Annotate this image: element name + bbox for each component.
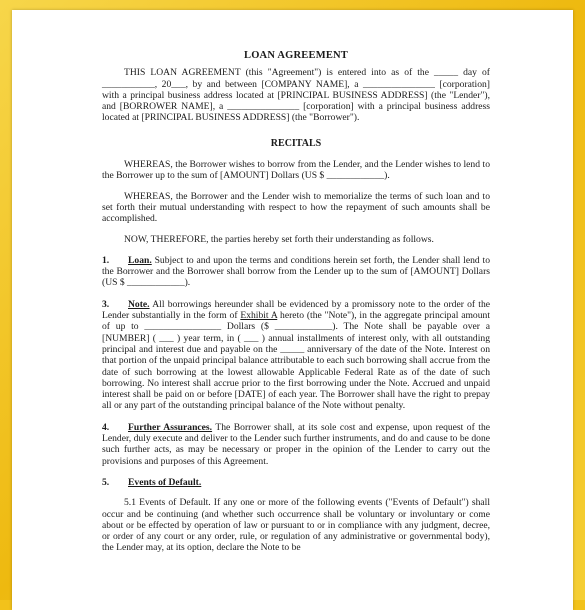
section-further-assurances [102, 422, 490, 467]
intro-paragraph: THIS LOAN AGREEMENT (this "Agreement") is entered into as of the _____ day of ___________, 20___, by and between [COMPANY NAME], a _______________ [corporation] with a principal business address located at [PRINCIPAL BUSINESS ADDRESS] (the "Lender"), and [BORROWER NAME], a _______________ [corporation] with a principal business address located at [PRINCIPAL BUSINESS ADDRESS] (the "Borrower"). [102, 67, 490, 124]
section-text: Subject to and upon the terms and conditions herein set forth, the Lender shall lend to the Borrower and the Borrower shall borrow from the Lender up to the sum of [AMOUNT] Dollars (US $ ____________). [102, 254, 490, 289]
section-label: Further Assurances. [128, 421, 213, 433]
section-text: All borrowings hereunder shall be evidenced by a promissory note to the order of the Lender substantially in the form of [102, 298, 490, 322]
section-text: hereto (the "Note"), in the aggregate principal amount of up to ________________ Dollars ($ ____________). The Note shall be payable over a [NUMBER] ( ___ ) year term, in ( ___ ) annual installments of interest only, with all outstanding principal and interest due and payable on the _____ anniversary of the date of the Note. Interest on that portion of the unpaid principal balance attributable to each such borrowing shall accrue from the date of such borrowing at the lowest allowable Applicable Federal Rate as of the date of such borrowing. No interest shall accrue prior to the first borrowing under the Note. Accrued and unpaid interest shall be paid on or before [DATE] of each year. The Borrower shall have the right to prepay all or any part of the outstanding principal balance of the Note without penalty. [102, 310, 490, 412]
document-title: LOAN AGREEMENT [243, 50, 349, 61]
section-label: Loan. [128, 254, 152, 266]
recital-paragraph-2: WHEREAS, the Borrower and the Lender wish to memorialize the terms of such loan and to set forth their mutual understanding with respect to how the repayment of such amounts shall be accomplished. [102, 190, 490, 225]
section-loan [102, 255, 490, 289]
section-number: 4. [102, 421, 110, 433]
section-events-of-default [102, 477, 490, 488]
section-label: Events of Default. [128, 476, 202, 488]
section-label: Note. [128, 298, 150, 310]
recital-paragraph-3: NOW, THEREFORE, the parties hereby set forth their understanding as follows. [124, 233, 434, 245]
section-number: 3. [102, 298, 110, 310]
section-note [102, 299, 490, 412]
subsection-5-1: 5.1 Events of Default. If any one or more of the following events ("Events of Default") shall occur and be continuing (and whether such occurrence shall be voluntary or involuntary or come about or be effected by operation of law or pursuant to or in compliance with any judgment, decree, or order of any court or any order, rule, or regulation of any administrative or governmental body), the Lender may, at its option, declare the Note to be [102, 497, 490, 554]
exhibit-reference: Exhibit A [240, 310, 278, 322]
document-page [12, 10, 573, 610]
recitals-heading: RECITALS [270, 137, 322, 149]
recital-paragraph-1: WHEREAS, the Borrower wishes to borrow from the Lender, and the Lender wishes to lend to the Borrower up to the sum of [AMOUNT] Dollars (US $ ____________). [102, 159, 490, 182]
section-text: The Borrower shall, at its sole cost and expense, upon request of the Lender, duly execute and deliver to the Lender such further instruments, and do and cause to be done such further acts, as may be necessary or proper in the opinion of the Lender to carry out the provisions and purposes of this Agreement. [102, 421, 491, 467]
section-number: 1. [102, 254, 110, 266]
section-number: 5. [102, 476, 110, 488]
document-body [102, 50, 490, 563]
